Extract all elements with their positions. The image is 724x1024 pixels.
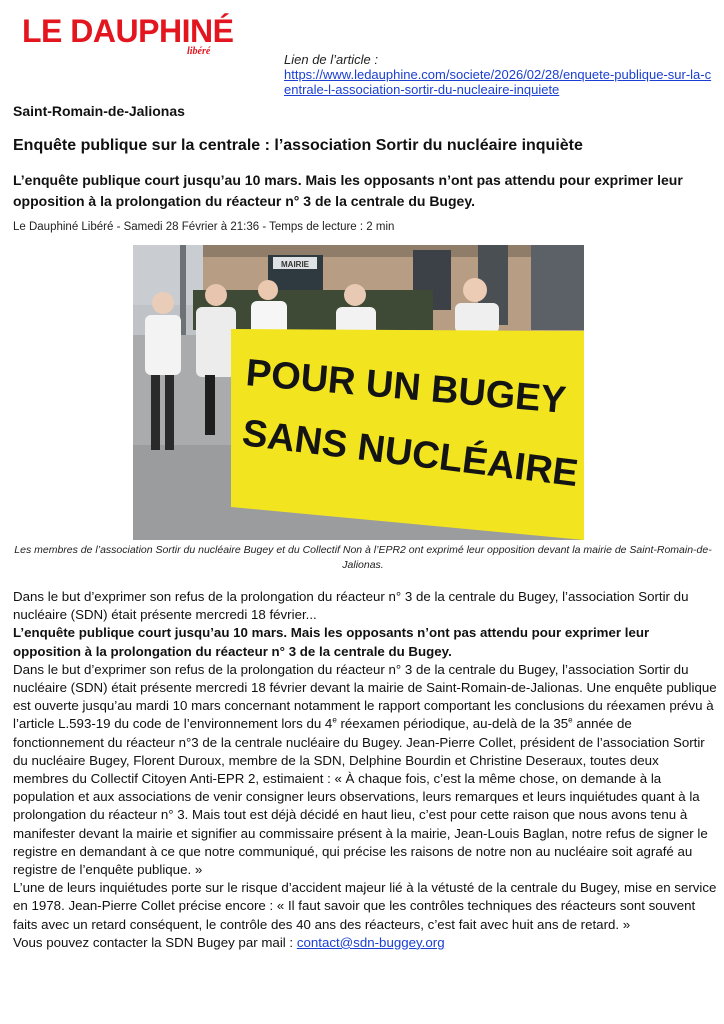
article-paragraph-1	[13, 661, 717, 879]
article-photo	[133, 245, 584, 540]
article-title: Enquête publique sur la centrale : l’association Sortir du nucléaire inquiète	[13, 137, 583, 154]
article-link[interactable]: https://www.ledauphine.com/societe/2026/02/28/enquete-publique-sur-la-centrale-l-association-sortir-du-nucleaire-inquiete	[284, 67, 712, 97]
article-location: Saint-Romain-de-Jalionas	[13, 103, 185, 119]
contact-text: Vous pouvez contacter la SDN Bugey par mail :	[13, 934, 297, 950]
newspaper-logo	[22, 14, 262, 62]
building-sign: MAIRIE	[281, 260, 309, 269]
banner-line-2: SANS NUCLÉAIRE	[239, 412, 581, 496]
article-lead-repeat: L’enquête publique court jusqu’au 10 mars. Mais les opposants n’ont pas attendu pour exprimer leur opposition à la prolongation du réacteur n° 3 de la centrale du Bugey.	[13, 625, 650, 659]
paragraph-1-part-c: année de fonctionnement du réacteur n°3 de la centrale nucléaire du Bugey. Jean-Pierre Collet, président de l’association Sortir du nucléaire Bugey, Florent Duroux, membre de la SDN, Delphine Bourdin et Christine Deseraux, toutes deux membres du Collectif Citoyen Anti-EPR 2, estimaient : « À chaque fois, c’est la même chose, on demande à la population et aux associations de venir consigner leurs observations, leurs remarques et leurs inquiétudes quant à la prolongation du réacteur n° 3. Mais tout est déjà décidé en haut lieu, c’est pour cette raison que nous avons tenu à manifester devant la mairie et signifier au commissaire présent à la mairie, Jean-Louis Baglan, notre refus de signer le registre en demandant à ce que notre communiqué, qui précise les raisons de notre non au nucléaire soit agrafé au registre de l’enquête publique. »	[13, 716, 708, 878]
photo-caption: Les membres de l’association Sortir du nucléaire Bugey et du Collectif Non à l’EPR2 ont exprimé leur opposition devant la mairie de Saint-Romain-de-Jalionas.	[14, 544, 712, 571]
contact-line	[13, 934, 717, 952]
ordinal-suffix: e	[568, 716, 573, 725]
article-summary: Dans le but d’exprimer son refus de la prolongation du réacteur n° 3 de la centrale du Bugey, l’association Sortir du nucléaire (SDN) était présente mercredi 18 février...	[13, 589, 689, 623]
protest-photo-illustration	[133, 245, 584, 540]
article-link-label: Lien de l’article :	[284, 52, 378, 67]
article-paragraph-2: L’une de leurs inquiétudes porte sur le risque d’accident majeur lié à la vétusté de la centrale du Bugey, mise en service en 1978. Jean-Pierre Collet précise encore : « Il faut savoir que les contrôles techniques des réacteurs sont souvent faits avec un retard conséquent, le contrôle des 40 ans des réacteurs, c’est fait avec huit ans de retard. »	[13, 880, 717, 932]
ordinal-suffix: e	[332, 716, 337, 725]
logo-subtitle: libéré	[187, 46, 211, 57]
logo-wordmark: LE DAUPHINÉ	[22, 13, 234, 49]
article-link-block	[284, 52, 714, 97]
article-byline: Le Dauphiné Libéré - Samedi 28 Février à 21:36 - Temps de lecture : 2 min	[13, 221, 395, 233]
article-body	[13, 588, 717, 952]
banner	[231, 329, 584, 540]
banner-line-1: POUR UN BUGEY	[244, 352, 568, 422]
paragraph-1-part-b: réexamen périodique, au-delà de la 35	[336, 716, 569, 732]
article-lead: L’enquête publique court jusqu’au 10 mars. Mais les opposants n’ont pas attendu pour exprimer leur opposition à la prolongation du réacteur n° 3 de la centrale du Bugey.	[13, 172, 683, 209]
paragraph-1-part-a: Dans le but d’exprimer son refus de la prolongation du réacteur n° 3 de la centrale du Bugey, l’association Sortir du nucléaire (SDN) était présente mercredi 18 février devant la mairie de Saint-Romain-de-Jalionas. Une enquête publique est ouverte jusqu’au mardi 10 mars concernant notamment le rapport comportant les conclusions du réexamen prévu à l’article L.593-19 du code de l’environnement lors du 4	[13, 661, 717, 732]
contact-email-link[interactable]: contact@sdn-buggey.org	[296, 934, 445, 950]
